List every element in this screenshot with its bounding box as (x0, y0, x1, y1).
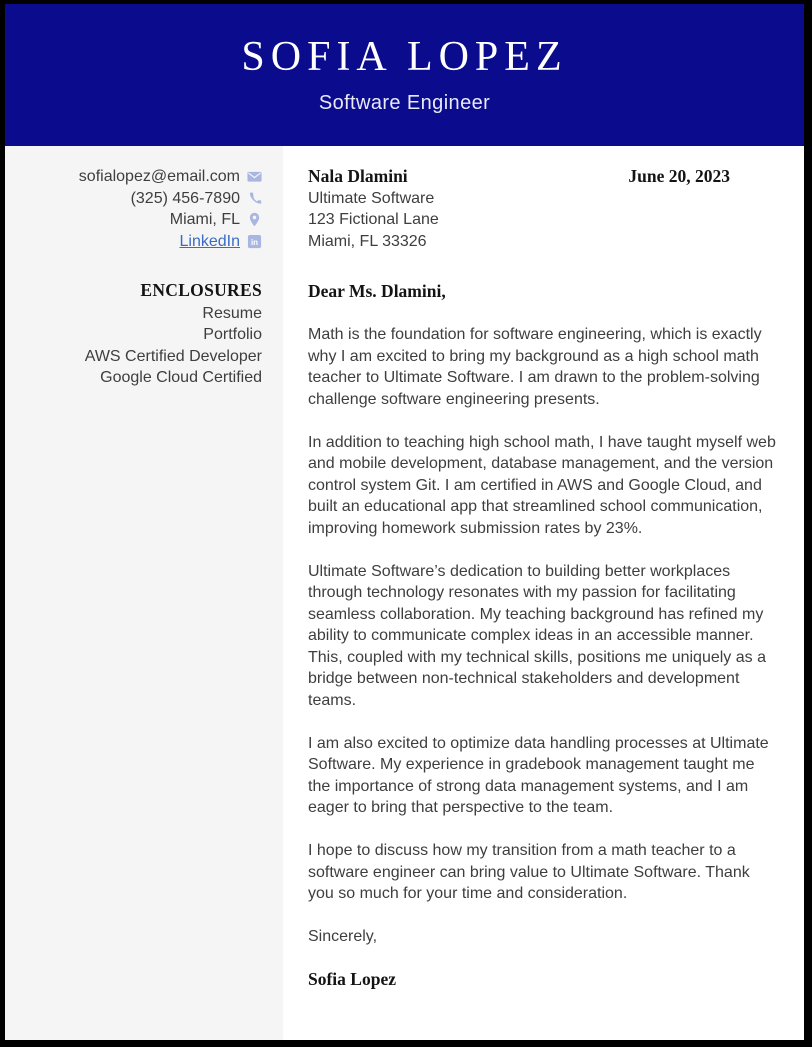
svg-text:in: in (250, 237, 259, 247)
location-text: Miami, FL (169, 211, 240, 228)
location-icon (247, 212, 262, 227)
contact-location-row (17, 209, 262, 231)
letter-paragraph-1: Math is the foundation for software engineering, which is exactly why I am excited to bring my background as a high school math teacher to Ultimate Software. I am drawn to the problem-solving challenge software engineering presents. (308, 326, 762, 408)
enclosure-item-gcloud: Google Cloud Certified (100, 369, 262, 386)
candidate-name: SOFIA LOPEZ (241, 34, 568, 80)
letter-paragraph-4: I am also excited to optimize data handling processes at Ultimate Software. My experience in gradebook management taught me the importance of strong data management systems, and I am eager to bring that perspective to the team. (308, 734, 769, 816)
linkedin-link[interactable]: LinkedIn (179, 232, 240, 250)
linkedin-icon (247, 234, 262, 249)
letter-paragraph-5: I hope to discuss how my transition from a math teacher to a software engineer can bring value to Ultimate Software. Thank you so much for your time and consideration. (308, 842, 750, 902)
candidate-job-title: Software Engineer (318, 92, 491, 114)
phone-icon (247, 191, 262, 206)
letter-content (283, 146, 804, 1040)
letter-header (5, 4, 804, 146)
letter-sheet (5, 4, 804, 1040)
phone-text: (325) 456-7890 (130, 189, 240, 207)
letter-paragraph-2: In addition to teaching high school math, I have taught myself web and mobile development, database management, and the version control system Git. I am certified in AWS and Google Cloud, and built an educational app that streamlined school communication, improving homework submission rates by 23%. (308, 433, 776, 537)
recipient-name: Nala Dlamini (308, 166, 408, 186)
enclosure-item-aws: AWS Certified Developer (84, 347, 262, 365)
enclosures-section (17, 280, 262, 389)
salutation: Dear Ms. Dlamini, (308, 281, 446, 301)
recipient-row (308, 166, 778, 252)
signature: Sofia Lopez (308, 969, 396, 989)
letter-date: June 20, 2023 (628, 166, 730, 186)
recipient-block (308, 166, 439, 252)
sidebar (5, 146, 283, 1040)
enclosure-item-portfolio: Portfolio (203, 326, 262, 343)
contact-linkedin-row (17, 231, 262, 253)
recipient-company: Ultimate Software (308, 189, 435, 207)
recipient-address-line2: Miami, FL 33326 (308, 232, 427, 250)
enclosures-heading: ENCLOSURES (140, 280, 262, 300)
letter-body-row (5, 146, 804, 1040)
letter-paragraph-3: Ultimate Software’s dedication to building better workplaces through technology resonates with my passion for facilitating seamless collaboration. My teaching background has refined my ability to communicate complex ideas in an accessible manner. This, coupled with my technical skills, positions me uniquely as a bridge between non-technical stakeholders and development teams. (308, 562, 766, 709)
contact-list (17, 166, 262, 252)
contact-phone-row (17, 188, 262, 210)
email-icon (247, 169, 262, 184)
enclosure-item-resume: Resume (202, 304, 262, 322)
closing: Sincerely, (308, 928, 378, 945)
recipient-address-line1: 123 Fictional Lane (308, 211, 439, 228)
email-text: sofialopez@email.com (78, 168, 240, 185)
contact-email-row (17, 166, 262, 188)
